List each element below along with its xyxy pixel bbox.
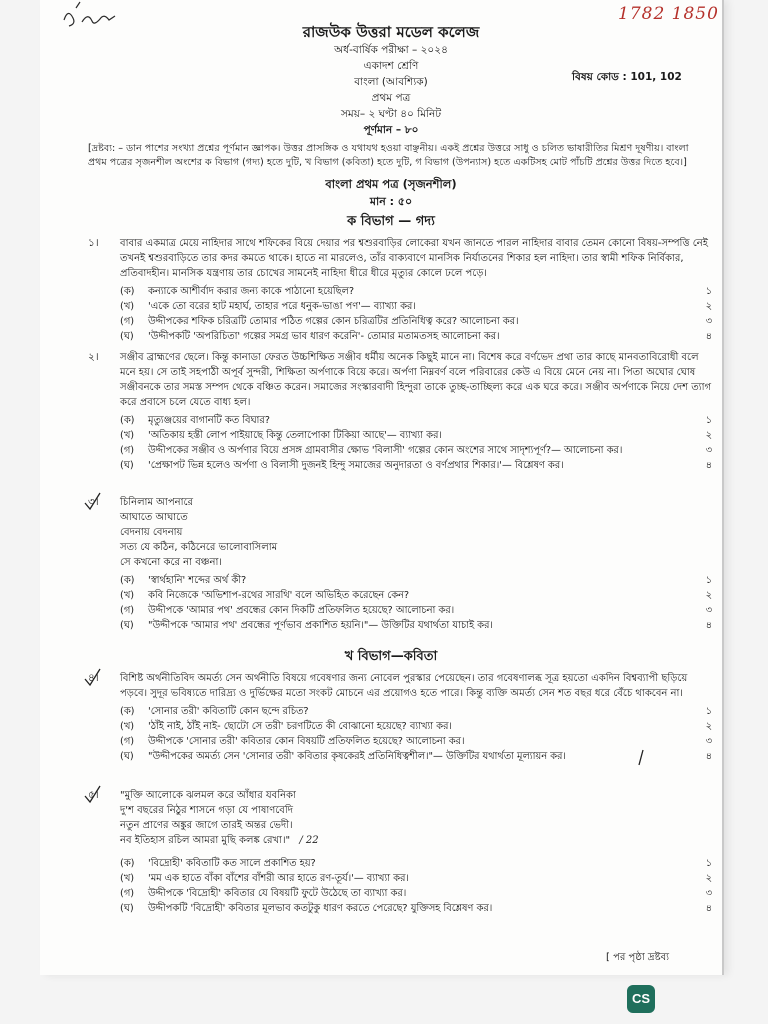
sub-mark: ৪	[705, 460, 712, 471]
handwritten-tick-mark	[82, 667, 104, 689]
sub-question	[120, 719, 716, 734]
question-number: ২।	[88, 351, 99, 363]
sub-label: (গ)	[120, 736, 135, 747]
sub-question	[120, 458, 716, 473]
sub-mark: ১	[705, 286, 712, 297]
sub-label: (ক)	[120, 706, 135, 717]
question-poem	[120, 788, 716, 848]
sub-question	[120, 573, 716, 588]
sub-label: (খ)	[120, 721, 135, 732]
question-number: ৪।	[88, 672, 99, 684]
handwritten-tick-mark	[82, 784, 104, 806]
sub-text: উদ্দীপকের সঞ্জীব ও অর্পণার বিয়ে প্রসঙ্গ গ্রামবাসীর ক্ষোভ 'বিলাসী' গল্পের কোন অংশের সাথে সাদৃশ্যপূর্ণ?— আলোচনা কর।	[148, 445, 623, 456]
sub-text: উদ্দীপকে 'আমার পথ' প্রবন্ধের কোন দিকটি প্রতিফলিত হয়েছে? আলোচনা কর।	[148, 605, 455, 616]
sub-questions	[120, 704, 716, 764]
question-stem: বাবার একমাত্র মেয়ে নাহিদার সাথে শফিকের বিয়ে দেয়ার পর শ্বশুরবাড়ির লোকেরা যখন জানতে পারল নাহিদার বাবার তেমন কোনো বিষয়-সম্পত্তি নেই তখনই শ্বশুরবাড়িতে তার কদর কমতে থাকে। হাতে না মারলেও, তাঁর বাক্যবাণে মানসিক নির্যাতনের শিকার হল নাহিদা। তার স্বামী শফিক নির্বিকার, প্রতিবাদহীন। মানসিক যন্ত্রণায় তার চোখের সামনেই নাহিদা ধীরে ধীরে মৃত্যুর কোলে ঢলে পড়ে।	[120, 238, 708, 279]
sub-label: (ঘ)	[120, 751, 134, 762]
question-stem: বিশিষ্ট অর্থনীতিবিদ অমর্ত্য সেন অর্থনীতি বিষয়ে গবেষণার জন্য নোবেল পুরস্কার পেয়েছেন। তার গবেষণালব্ধ সূত্র হয়তো একদিন বিশ্বব্যাপী ছড়িয়ে পড়বে। সুদূর ভবিষ্যতে দারিদ্র্য ও দুর্ভিক্ষের মতো সংকট মোচনে এর প্রয়োগও হতে পারে। কিন্তু ব্যক্তি অমর্ত্য সেন শত বছর ধরে বেঁচে থাকবেন না।	[120, 673, 688, 699]
sub-label: (ক)	[120, 858, 135, 869]
poem-line	[120, 833, 716, 848]
sub-questions	[120, 284, 716, 344]
class-name: একাদশ শ্রেণি	[363, 60, 419, 72]
sub-question	[120, 413, 716, 428]
paper-name: প্রথম পত্র	[371, 92, 411, 104]
sub-question	[120, 734, 716, 749]
sub-text: মৃত্যুঞ্জয়ের বাগানটি কত বিঘার?	[148, 415, 270, 426]
sub-label: (গ)	[120, 888, 135, 899]
sub-mark: ৩	[705, 888, 712, 899]
sub-mark: ১	[705, 415, 712, 426]
sub-mark: ৩	[705, 316, 712, 327]
sub-label: (খ)	[120, 430, 135, 441]
question-4	[88, 671, 716, 764]
question-3	[88, 495, 716, 633]
poem-line: দু'শ বছরের নিঠুর শাসনে গড়া যে পাষাণবেদি	[120, 805, 293, 816]
sub-mark: ২	[705, 721, 712, 732]
sub-question	[120, 749, 716, 764]
sub-mark: ১	[705, 858, 712, 869]
sub-mark: ২	[705, 873, 712, 884]
sub-label: (খ)	[120, 301, 135, 312]
sub-label: (ক)	[120, 575, 135, 586]
poem-line: নতুন প্রাণের অঙ্কুর জাগে তারই অন্তর ভেদী।	[120, 820, 293, 831]
section-title-prose: ক বিভাগ — গদ্য	[347, 214, 435, 229]
sub-text: 'অতিকায় হস্তী লোপ পাইয়াছে কিন্তু তেলাপোকা টিকিয়া আছে'— ব্যাখ্যা কর।	[148, 430, 442, 441]
sub-text: 'উদ্দীপকটি 'অপরিচিতা' গল্পের সমগ্র ভাব ধারণ করেনি'- তোমার মতামতসহ আলোচনা কর।	[148, 331, 500, 342]
sub-label: (গ)	[120, 605, 135, 616]
camscanner-logo-icon: CS	[627, 985, 655, 1013]
sub-questions	[120, 573, 716, 633]
sub-label: (ঘ)	[120, 620, 134, 631]
sub-question	[120, 299, 716, 314]
handwritten-scribble-mark	[60, 0, 120, 36]
sub-mark: ৪	[705, 620, 712, 631]
sub-mark: ২	[705, 590, 712, 601]
sub-mark: ৪	[705, 331, 712, 342]
sub-question	[120, 443, 716, 458]
sub-mark: ১	[705, 575, 712, 586]
sub-text: উদ্দীপকে 'বিদ্রোহী' কবিতার যে বিষয়টি ফুটে উঠেছে তা ব্যাখ্যা কর।	[148, 888, 407, 899]
sub-question	[120, 329, 716, 344]
poem-line: আঘাতে আঘাতে	[120, 512, 188, 523]
poem-line: "মুক্তি আলোকে ঝলমল করে আঁধার যবনিকা	[120, 790, 296, 801]
poem-line: সত্য যে কঠিন, কঠিনেরে ভালোবাসিলাম	[120, 542, 278, 553]
question-1	[88, 236, 716, 344]
question-2	[88, 350, 716, 473]
question-5	[88, 788, 716, 916]
handwritten-tick-mark	[82, 491, 104, 513]
sub-text: উদ্দীপকের শফিক চরিত্রটি তোমার পঠিত গল্পের কোন চরিত্রটির প্রতিনিধিত্ব করে? আলোচনা কর।	[148, 316, 519, 327]
sub-label: (গ)	[120, 445, 135, 456]
sub-text: 'সোনার তরী' কবিতাটি কোন ছন্দে রচিত?	[148, 706, 309, 717]
sub-question	[120, 704, 716, 719]
question-stem: সঞ্জীব ব্রাহ্মণের ছেলে। কিন্তু কানাডা ফেরত উচ্চশিক্ষিত সঞ্জীব ধর্মীয় অনেক কিছুই মানে না। বিশেষ করে বর্ণভেদ প্রথা তার কাছে মানবতাবিরোধী বলে মনে হয়। সে তাই সহপাঠী অপূর্ব সুন্দরী, শিক্ষিতা অর্পণাকে বিয়ে করে। অর্পণা নিম্নবর্ণ বলে পরিবারের কেউ এ বিয়ে মেনে নেয় না। পিতা অঘোর ঘোষ সঞ্জীবনকে তার সমস্ত সম্পদ থেকে বঞ্চিত করেন। সমাজের সংস্কারবাদী হিন্দুরা তাকে তুচ্ছ-তাচ্ছিল্য করে এক ঘরে করে। সঞ্জীব অর্পণাকে নিয়ে দেশ ত্যাগ করে প্রবাসে চলে যেতে বাধ্য হল।	[120, 352, 712, 408]
sub-text: 'ঠাঁই নাই, ঠাঁই নাই- ছোটো সে তরী' চরণটিতে কী বোঝানো হয়েছে? ব্যাখ্যা কর।	[148, 721, 452, 732]
sub-mark: ৩	[705, 605, 712, 616]
sub-text: 'প্রেক্ষাপট ভিন্ন হলেও অর্পণা ও বিলাসী দুজনই হিন্দু সমাজের অনুদারতা ও বর্ণপ্রথার শিকার।'— বিশ্লেষণ কর।	[148, 460, 564, 471]
sub-question	[120, 901, 716, 916]
continue-next-page-note: [ পর পৃষ্ঠা দ্রষ্টব্য	[606, 952, 670, 963]
sub-question	[120, 618, 716, 633]
poem-line: বেদনায় বেদনায়	[120, 527, 183, 538]
sub-mark: ৩	[705, 736, 712, 747]
sub-label: (ক)	[120, 286, 135, 297]
paper-marks: মান : ৫০	[369, 195, 413, 208]
sub-label: (ঘ)	[120, 331, 134, 342]
sub-text: 'স্বার্থহানি' শব্দের অর্থ কী?	[148, 575, 247, 586]
question-number: ৫।	[88, 789, 99, 801]
full-marks: পূর্ণমান – ৮০	[363, 124, 419, 136]
sub-mark: ৪	[705, 751, 712, 762]
sub-mark: ২	[705, 301, 712, 312]
sub-question	[120, 314, 716, 329]
sub-text: উদ্দীপকটি 'বিদ্রোহী' কবিতার মূলভাব কতটুকু ধারণ করতে পেরেছে? যুক্তিসহ বিশ্লেষণ কর।	[148, 903, 493, 914]
poem-line: চিনিলাম আপনারে	[120, 497, 194, 508]
sub-mark: ৪	[705, 903, 712, 914]
question-poem	[120, 495, 716, 570]
poem-line-text: নব ইতিহাস রচিল আমরা মুছি কলঙ্ক রেখা।"	[120, 835, 291, 846]
sub-label: (ক)	[120, 415, 135, 426]
sub-text: 'মম এক হাতে বাঁকা বাঁশের বাঁশরী আর হাতে রণ-তূর্য।'— ব্যাখ্যা কর।	[148, 873, 409, 884]
sub-question	[120, 588, 716, 603]
sub-question	[120, 603, 716, 618]
handwritten-stroke	[636, 749, 646, 767]
sub-question	[120, 284, 716, 299]
sub-question	[120, 856, 716, 871]
sub-mark: ১	[705, 706, 712, 717]
sub-questions	[120, 413, 716, 473]
sub-label: (ঘ)	[120, 460, 134, 471]
question-number: ৩।	[88, 496, 99, 508]
sub-text: কন্যাকে আশীর্বাদ করার জন্য কাকে পাঠানো হয়েছিল?	[148, 286, 355, 297]
exam-name: অর্ধ-বার্ষিক পরীক্ষা – ২০২৪	[334, 44, 448, 56]
sub-label: (গ)	[120, 316, 135, 327]
sub-text: উদ্দীপকে 'সোনার তরী' কবিতার কোন বিষয়টি প্রতিফলিত হয়েছে? আলোচনা কর।	[148, 736, 465, 747]
sub-text: কবি নিজেকে 'অভিশাপ-রথের সারথি' বলে অভিহিত করেছেন কেন?	[148, 590, 410, 601]
sub-mark: ৩	[705, 445, 712, 456]
sub-text: "উদ্দীপকের অমর্ত্য সেন 'সোনার তরী' কবিতার কৃষকেরই প্রতিনিধিত্বশীল।"— উক্তিটির যথার্থতা মূল্যায়ন কর।	[148, 751, 566, 762]
exam-instruction: [দ্রষ্টব্য: – ডান পাশের সংখ্যা প্রশ্নের পূর্ণমান জ্ঞাপক। উত্তর প্রাসঙ্গিক ও যথাযথ হওয়া বাঞ্ছনীয়। একই প্রশ্নের উত্তরে সাধু ও চলিত ভাষারীতির মিশ্রণ দূষণীয়। বাংলা প্রথম পত্রের সৃজনশীল অংশের ক বিভাগ (গদ্য) হতে দুটি, খ বিভাগ (কবিতা) হতে দুটি, গ বিভাগ (উপন্যাস) হতে একটিসহ মোট পাঁচটি প্রশ্নের উত্তর দিতে হবে।]	[88, 143, 689, 168]
exam-paper-sheet	[40, 0, 722, 975]
question-number: ১।	[88, 237, 99, 249]
section-title-poetry: খ বিভাগ—কবিতা	[344, 649, 438, 664]
subject-code: বিষয় কোড : 101, 102	[572, 71, 682, 83]
exam-time: সময়– ২ ঘণ্টা ৪০ মিনিট	[340, 108, 442, 120]
paper-title: বাংলা প্রথম পত্র (সৃজনশীল)	[325, 177, 457, 191]
sub-questions	[120, 856, 716, 916]
sub-question	[120, 886, 716, 901]
handwritten-note: / 22	[299, 835, 319, 846]
sub-label: (খ)	[120, 590, 135, 601]
handwritten-roll-numbers: 1782 1850	[618, 4, 719, 24]
sub-question	[120, 871, 716, 886]
sub-text: 'বিদ্রোহী' কবিতাটি কত সালে প্রকাশিত হয়?	[148, 858, 316, 869]
sub-question	[120, 428, 716, 443]
sub-label: (ঘ)	[120, 903, 134, 914]
poem-line: সে কখনো করে না বঞ্চনা।	[120, 557, 222, 568]
sub-label: (খ)	[120, 873, 135, 884]
college-name: রাজউক উত্তরা মডেল কলেজ	[302, 23, 480, 41]
subject-name: বাংলা (আবশ্যিক)	[354, 76, 428, 88]
sub-text: 'একে তো বরের হাট মহার্ঘ, তাহার পরে ধনুক-ভাঙা পণ'— ব্যাখ্যা কর।	[148, 301, 416, 312]
sub-mark: ২	[705, 430, 712, 441]
sub-text: "উদ্দীপকে 'আমার পথ' প্রবন্ধের পূর্ণভাব প্রকাশিত হয়নি।"— উক্তিটির যথার্থতা যাচাই কর।	[148, 620, 493, 631]
